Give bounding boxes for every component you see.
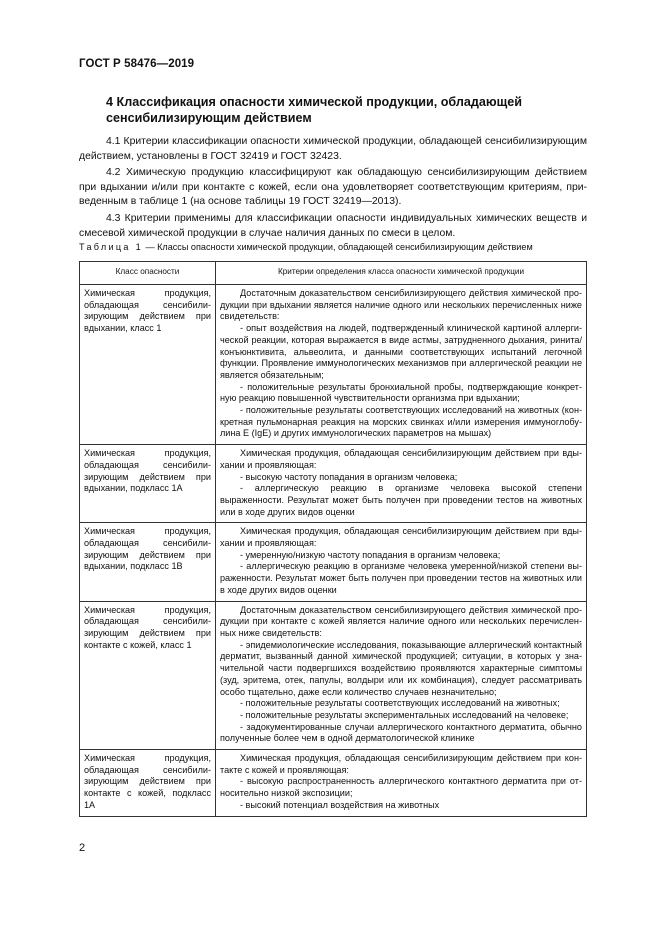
table-caption [79, 241, 599, 253]
criteria-line: Достаточным доказательством сенсибилизирующего действия химической продукции при контакте с кожей является наличие одного или нескольких перечисленных ниже свидетельств: [220, 604, 582, 638]
criteria-cell [216, 523, 587, 601]
paragraph-4-1: 4.1 Критерии классификации опасности химической продукции, обладающей сенсибилизирующим действием, установлены в ГОСТ 32419 и ГОСТ 32423. [79, 136, 587, 162]
criteria-line: - опыт воздействия на людей, подтвержденный клинической картиной аллергической реакции, которая выражается в виде астмы, затрудненного дыхания, ринита/конъюнктивита, альвеолита, и данными соответствующих испытаний легочной функции. Проявление иммунологических механизмов при аллергической реакции не является обязательным; [220, 323, 582, 380]
table-row [80, 601, 587, 749]
class-cell: Химическая продукция, обладающая сенсибилизирующим действием при контакте с кожей, подкласс 1A [80, 750, 216, 817]
criteria-line: - эпидемиологические исследования, показывающие аллергический контактный дерматит, вызванный данной химической продукцией; ситуации, в которых у значительной части подвергшихся воздействию проявляются характерные симптомы (зуд, эритема, отек, папулы, волдыри или их комбинация), следует рассматривать особо тщательно, даже если количество случаев незначительно; [220, 639, 582, 697]
criteria-line: - аллергическую реакцию в организме человека высокой степени выраженности. Результат может быть получен при проведении тестов на животных или в ходе других видов оценки [220, 483, 582, 517]
criteria-line: - положительные результаты бронхиальной пробы, подтверждающие конкретную реакцию повышенной чувствительности организма при вдыхании; [220, 381, 582, 404]
table-caption-text: — Классы опасности химической продукции, обладающей сенсибилизирующим действием [142, 242, 533, 252]
document-header: ГОСТ Р 58476—2019 [79, 58, 195, 70]
criteria-line: Химическая продукция, обладающая сенсибилизирующим действием при контакте с кожей и проявляющая: [220, 753, 582, 775]
table-caption-label: Таблица 1 [79, 242, 143, 252]
table-row [80, 750, 587, 817]
criteria-line: Достаточным доказательством сенсибилизирующего действия химической продукции при вдыхании является наличие одного или нескольких перечисленных ниже свидетельств: [220, 288, 582, 322]
criteria-line: - положительные результаты экспериментальных исследований на человеке; [240, 709, 569, 720]
class-cell: Химическая продукция, обладающая сенсибилизирующим действием при вдыхании, подкласс 1B [80, 523, 216, 601]
table-row [80, 523, 587, 601]
body-paragraphs [79, 135, 587, 243]
criteria-line: - задокументированные случаи аллергического контактного дерматита, обычно полученные более чем в одной дерматологической клинике [220, 721, 582, 744]
criteria-cell [216, 285, 587, 445]
criteria-line: Химическая продукция, обладающая сенсибилизирующим действием при вдыхании и проявляющая: [220, 448, 582, 470]
table-row [80, 285, 587, 445]
criteria-line: - умеренную/низкую частоту попадания в организм человека; [240, 549, 501, 560]
section-title: 4 Классификация опасности химической продукции, обладающей сенсибилизирующим действием [106, 95, 523, 125]
criteria-cell [216, 601, 587, 749]
criteria-line: - положительные результаты соответствующих исследований на животных (конкретная пульмонарная реакция на морских свинках и/или измерения иммуноглобулина E (IgE) и других иммунологических параметров на мышах) [220, 405, 582, 439]
paragraph-4-2: 4.2 Химическую продукцию классифицируют как обладающую сенсибилизирующим действием при вдыхании и/или при контакте с кожей, если она удовлетворяет соответствующим критериям, приведенным в таблице 1 (на основе таблицы 19 ГОСТ 32419—2013). [79, 167, 587, 208]
criteria-line: - аллергическую реакцию в организме человека умеренной/низкой степени выраженности. Результат может быть получен при проведении тестов на животных или в ходе других видов оценки [220, 561, 582, 595]
criteria-line: - высокую частоту попадания в организм человека; [240, 471, 458, 482]
class-cell: Химическая продукция, обладающая сенсибилизирующим действием при вдыхании, класс 1 [80, 285, 216, 445]
table-header-class: Класс опасности [80, 262, 216, 285]
paragraph-4-3: 4.3 Критерии применимы для классификации опасности индивидуальных химических веществ и смесевой химической продукции в случае наличия данных по смеси в целом. [79, 212, 587, 239]
criteria-line: Химическая продукция, обладающая сенсибилизирующим действием при вдыхании и проявляющая: [220, 526, 582, 549]
table-header-criteria: Критерии определения класса опасности химической продукции [216, 262, 587, 285]
criteria-line: - высокую распространенность аллергического контактного дерматита при относительно низкой экспозиции; [220, 776, 582, 799]
criteria-line: - высокий потенциал воздействия на животных [240, 799, 440, 810]
page-number: 2 [79, 842, 86, 854]
criteria-cell [216, 750, 587, 817]
table-row [80, 445, 587, 523]
criteria-cell [216, 445, 587, 523]
class-cell: Химическая продукция, обладающая сенсибилизирующим действием при вдыхании, подкласс 1A [80, 445, 216, 523]
table-header-row [80, 262, 587, 285]
hazard-class-table [79, 261, 587, 817]
class-cell: Химическая продукция, обладающая сенсибилизирующим действием при контакте с кожей, класс 1 [80, 601, 216, 749]
criteria-line: - положительные результаты соответствующих исследований на животных; [240, 698, 560, 709]
